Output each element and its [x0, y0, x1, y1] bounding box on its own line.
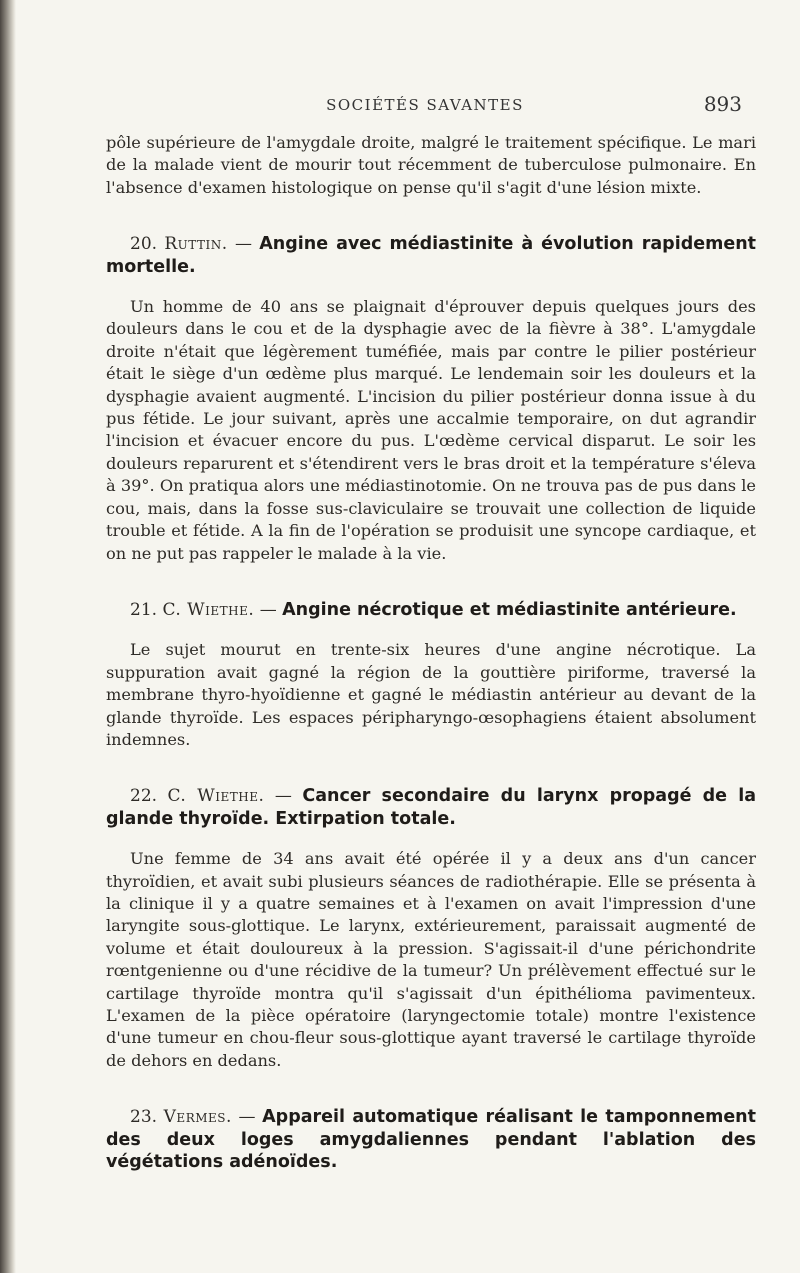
entry-number: 23.: [130, 1107, 158, 1128]
entry-body: Une femme de 34 ans avait été opérée il y a deux ans d'un cancer thyroïdien, et avait subi plusieurs séances de radiothérapie. Elle se présenta à la clinique il y a quatre semaines et à l'examen on avait l'impression d'une laryngite sous-glottique. Le larynx, extérieurement, paraissait augmenté de volume et était douloureux à la pression. S'agissait-il d'une périchondrite rœntgenienne ou d'une récidive de la tumeur? Un prélèvement effectué sur le cartilage thyroïde montra qu'il s'agissait d'un épithélioma pavimenteux. L'examen de la pièce opératoire (laryngectomie totale) montre l'existence d'une tumeur en chou-fleur sous-glottique ayant traversé le cartilage thyroïde de dehors en dedans.: [106, 849, 756, 1070]
entry-23: [106, 1106, 756, 1173]
intro-paragraph: pôle supérieure de l'amygdale droite, malgré le traitement spécifique. Le mari de la malade vient de mourir tout récemment de tuberculose pulmonaire. En l'absence d'examen histologique on pense qu'il s'agit d'une lésion mixte.: [106, 133, 756, 197]
entry-title: Appareil automatique réalisant le tamponnement des deux loges amygdaliennes pendant l'ablation des végétations adénoïdes.: [106, 1107, 757, 1173]
entry-author: C. Wiethe.: [167, 786, 265, 807]
binding-gutter: [0, 0, 16, 1273]
entry-22: [106, 785, 756, 1072]
page-number: 893: [703, 92, 742, 116]
entry-21: [106, 599, 756, 751]
entry-dash: —: [238, 1107, 256, 1128]
article-content: [106, 132, 756, 1173]
running-header: [100, 92, 750, 120]
entry-heading: [106, 233, 756, 278]
entry-author: C. Wiethe.: [162, 599, 255, 620]
entry-dash: —: [234, 234, 252, 255]
entry-dash: —: [274, 786, 292, 807]
entry-title: Cancer secondaire du larynx propagé de la glande thyroïde. Extirpation totale.: [106, 786, 757, 829]
entry-20: [106, 233, 756, 565]
entry-number: 21.: [130, 599, 158, 620]
entry-number: 22.: [130, 786, 158, 807]
entry-heading: [106, 1106, 756, 1173]
running-title: SOCIÉTÉS SAVANTES: [326, 96, 524, 114]
entry-title: Angine avec médiastinite à évolution rapidement mortelle.: [106, 234, 757, 277]
entry-author: Vermes.: [163, 1107, 232, 1128]
entry-title: Angine nécrotique et médiastinite antérieure.: [282, 599, 737, 620]
entry-number: 20.: [130, 234, 158, 255]
entry-body: Le sujet mourut en trente-six heures d'une angine nécrotique. La suppuration avait gagné la région de la gouttière piriforme, traversé la membrane thyro-hyoïdienne et gagné le médiastin antérieur au devant de la glande thyroïde. Les espaces péripharyngo-œsophagiens étaient absolument indemnes.: [106, 640, 756, 749]
entry-heading: [106, 599, 756, 621]
entry-body: Un homme de 40 ans se plaignait d'éprouver depuis quelques jours des douleurs dans le cou et de la dysphagie avec de la fièvre à 38°. L'amygdale droite n'était que légèrement tuméfiée, mais par contre le pilier postérieur était le siège d'un œdème plus marqué. Le lendemain soir les douleurs et la dysphagie avaient augmenté. L'incision du pilier postérieur donna issue à du pus fétide. Le jour suivant, après une accalmie temporaire, on dut agrandir l'incision et évacuer encore du pus. L'œdème cervical disparut. Le soir les douleurs reparurent et s'étendirent vers le bras droit et la température s'éleva à 39°. On pratiqua alors une médiastinotomie. On ne trouva pas de pus dans le cou, mais, dans la fosse sus-claviculaire se trouvait une collection de liquide trouble et fétide. A la fin de l'opération se produisit une syncope cardiaque, et on ne put pas rappeler le malade à la vie.: [106, 297, 756, 563]
entry-dash: —: [259, 599, 277, 620]
entry-author: Ruttin.: [164, 234, 228, 255]
entry-heading: [106, 785, 756, 830]
